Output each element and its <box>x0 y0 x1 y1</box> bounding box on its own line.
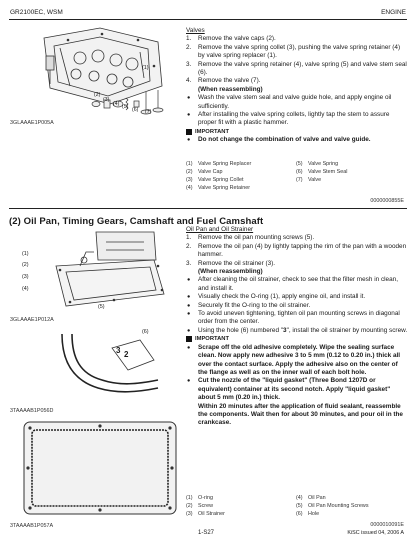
reassembly-bullet: ● Wash the valve stem seal and valve guide hole, and apply engine oil sufficiently. <box>187 94 392 110</box>
callout-6: (6) <box>132 107 139 113</box>
valves-step: 2. Remove the valve spring collet (3), pushing the valve spring retainer (4) by valve spring replacer (1). <box>186 43 401 60</box>
oil-pan-image-caption: 3GLAAAE1P012A <box>10 317 54 323</box>
callout-1: (1) <box>142 65 149 71</box>
oil-pan-step: 1. Remove the oil pan mounting screws (5). <box>186 234 315 242</box>
valves-heading: Valves <box>186 27 205 34</box>
when-reassembling-heading: (When reassembling) <box>198 85 263 93</box>
reassembly-bullet: ● Securely fit the O-ring to the oil strainer. <box>187 301 311 309</box>
liquid-gasket-illustration <box>20 418 180 518</box>
reassembly-bullet: ● To avoid uneven tightening, tighten oil pan mounting screws in diagonal order from the center. <box>187 310 400 326</box>
reassembly-bullet: ● Visually check the O-ring (1), apply engine oil, and install it. <box>187 293 366 301</box>
important-bullet: ● Do not change the combination of valve and valve guide. <box>187 136 371 144</box>
valves-doc-code: 0000000855E <box>370 198 404 204</box>
manual-title: GR2100EC, WSM <box>10 9 63 16</box>
callout-5: (5) <box>98 304 105 310</box>
callout-4: (4) <box>113 101 120 107</box>
callout-3: (3) <box>22 274 29 280</box>
issue-info: KiSC issued 04, 2006 A <box>347 530 404 536</box>
legend-item: (7) Valve <box>296 177 322 183</box>
reassembly-bullet: ● After installing the valve spring collets, lightly tap the stem to assure proper fit with a plastic hammer. <box>187 111 390 127</box>
valves-procedure <box>186 27 408 145</box>
callout-2: (2) <box>94 92 101 98</box>
legend-item: (5) Valve Spring <box>296 161 339 167</box>
reassembly-bullet: ● After cleaning the oil strainer, check to see that the filter mesh in clean, and install it. <box>187 276 398 292</box>
important-icon <box>186 129 192 135</box>
legend-item: (1) Valve Spring Replacer <box>186 161 252 167</box>
important-label: IMPORTANT <box>186 335 408 343</box>
callout-5: (5) <box>122 104 129 110</box>
legend-item: (2) Valve Cap <box>186 169 223 175</box>
legend-item: (5) Oil Pan Mounting Screws <box>296 503 369 509</box>
reassembly-bullet: ● Using the hole (6) numbered "3", install the oil strainer by mounting screw. <box>187 326 408 334</box>
legend-item: (2) Screw <box>186 503 213 509</box>
legend-item: (4) Valve Spring Retainer <box>186 185 251 191</box>
legend-item: (4) Oil Pan <box>296 495 326 501</box>
important-bullet: ● Cut the nozzle of the "liquid gasket" (Three Bond 1207D or equivalent) container at its second notch. Apply "liquid gasket" about 5 mm (0.20 in.) thick. <box>187 377 391 402</box>
section-rule <box>9 208 407 209</box>
oil-pan-step: 2. Remove the oil pan (4) by lightly tapping the rim of the pan with a wooden hammer. <box>186 242 407 259</box>
oil-pan-illustration <box>36 230 178 314</box>
legend-item: (3) Oil Strainer <box>186 511 225 517</box>
valves-legend <box>186 160 406 192</box>
important-note: Within 20 minutes after the application of fluid sealant, reassemble the components. Wait then for about 30 minutes, and pour oil in the crankcase. <box>198 402 403 427</box>
hole-number: 2 <box>124 350 129 359</box>
valve-parts-illustration <box>88 84 170 116</box>
oil-strainer-image-caption: 3TAAAAB1P056D <box>10 408 54 414</box>
valves-step: 1. Remove the valve caps (2). <box>186 35 276 43</box>
oil-pan-procedure <box>186 226 408 428</box>
legend-item: (6) Hole <box>296 511 320 517</box>
important-bullet: ● Scrape off the old adhesive completely. Wipe the sealing surface clean. Now apply new adhesive 3 to 5 mm (0.12 to 0.20 in.) thick all over the contact surface. Apply the adhesive also on the center of the flange as well as on the inner wall of each bolt hole. <box>187 343 401 376</box>
callout-1: (1) <box>22 251 29 257</box>
legend-item: (1) O-ring <box>186 495 213 501</box>
valves-step: 4. Remove the valve (7). <box>186 77 261 85</box>
callout-2: (2) <box>22 262 29 268</box>
oil-pan-step: 3. Remove the oil strainer (3). <box>186 259 276 267</box>
header-rule <box>9 19 407 20</box>
section-title: (2) Oil Pan, Timing Gears, Camshaft and Fuel Camshaft <box>9 216 264 227</box>
important-icon <box>186 336 192 342</box>
oil-pan-heading: Oil Pan and Oil Strainer <box>186 226 254 233</box>
legend-item: (6) Valve Stem Seal <box>296 169 348 175</box>
hole-number: 3 <box>116 346 121 355</box>
oil-pan-doc-code: 0000010091E <box>370 522 404 528</box>
when-reassembling-heading: (When reassembling) <box>198 268 263 276</box>
valves-image-caption: 3GLAAAE1P005A <box>10 120 54 126</box>
oil-strainer-illustration <box>58 330 168 398</box>
valves-step: 3. Remove the valve spring retainer (4), valve spring (5) and valve stem seal (6). <box>186 60 407 77</box>
liquid-gasket-image-caption: 3TAAAAB1P057A <box>10 523 54 529</box>
callout-3: (3) <box>103 97 110 103</box>
chapter-title: ENGINE <box>381 9 406 16</box>
callout-7: (7) <box>145 109 152 115</box>
callout-4: (4) <box>22 286 29 292</box>
legend-item: (3) Valve Spring Collet <box>186 177 244 183</box>
callout-hole: (6) <box>142 329 149 335</box>
page-number: 1-S27 <box>198 530 215 536</box>
oil-pan-legend <box>186 494 406 518</box>
important-label: IMPORTANT <box>186 128 408 136</box>
